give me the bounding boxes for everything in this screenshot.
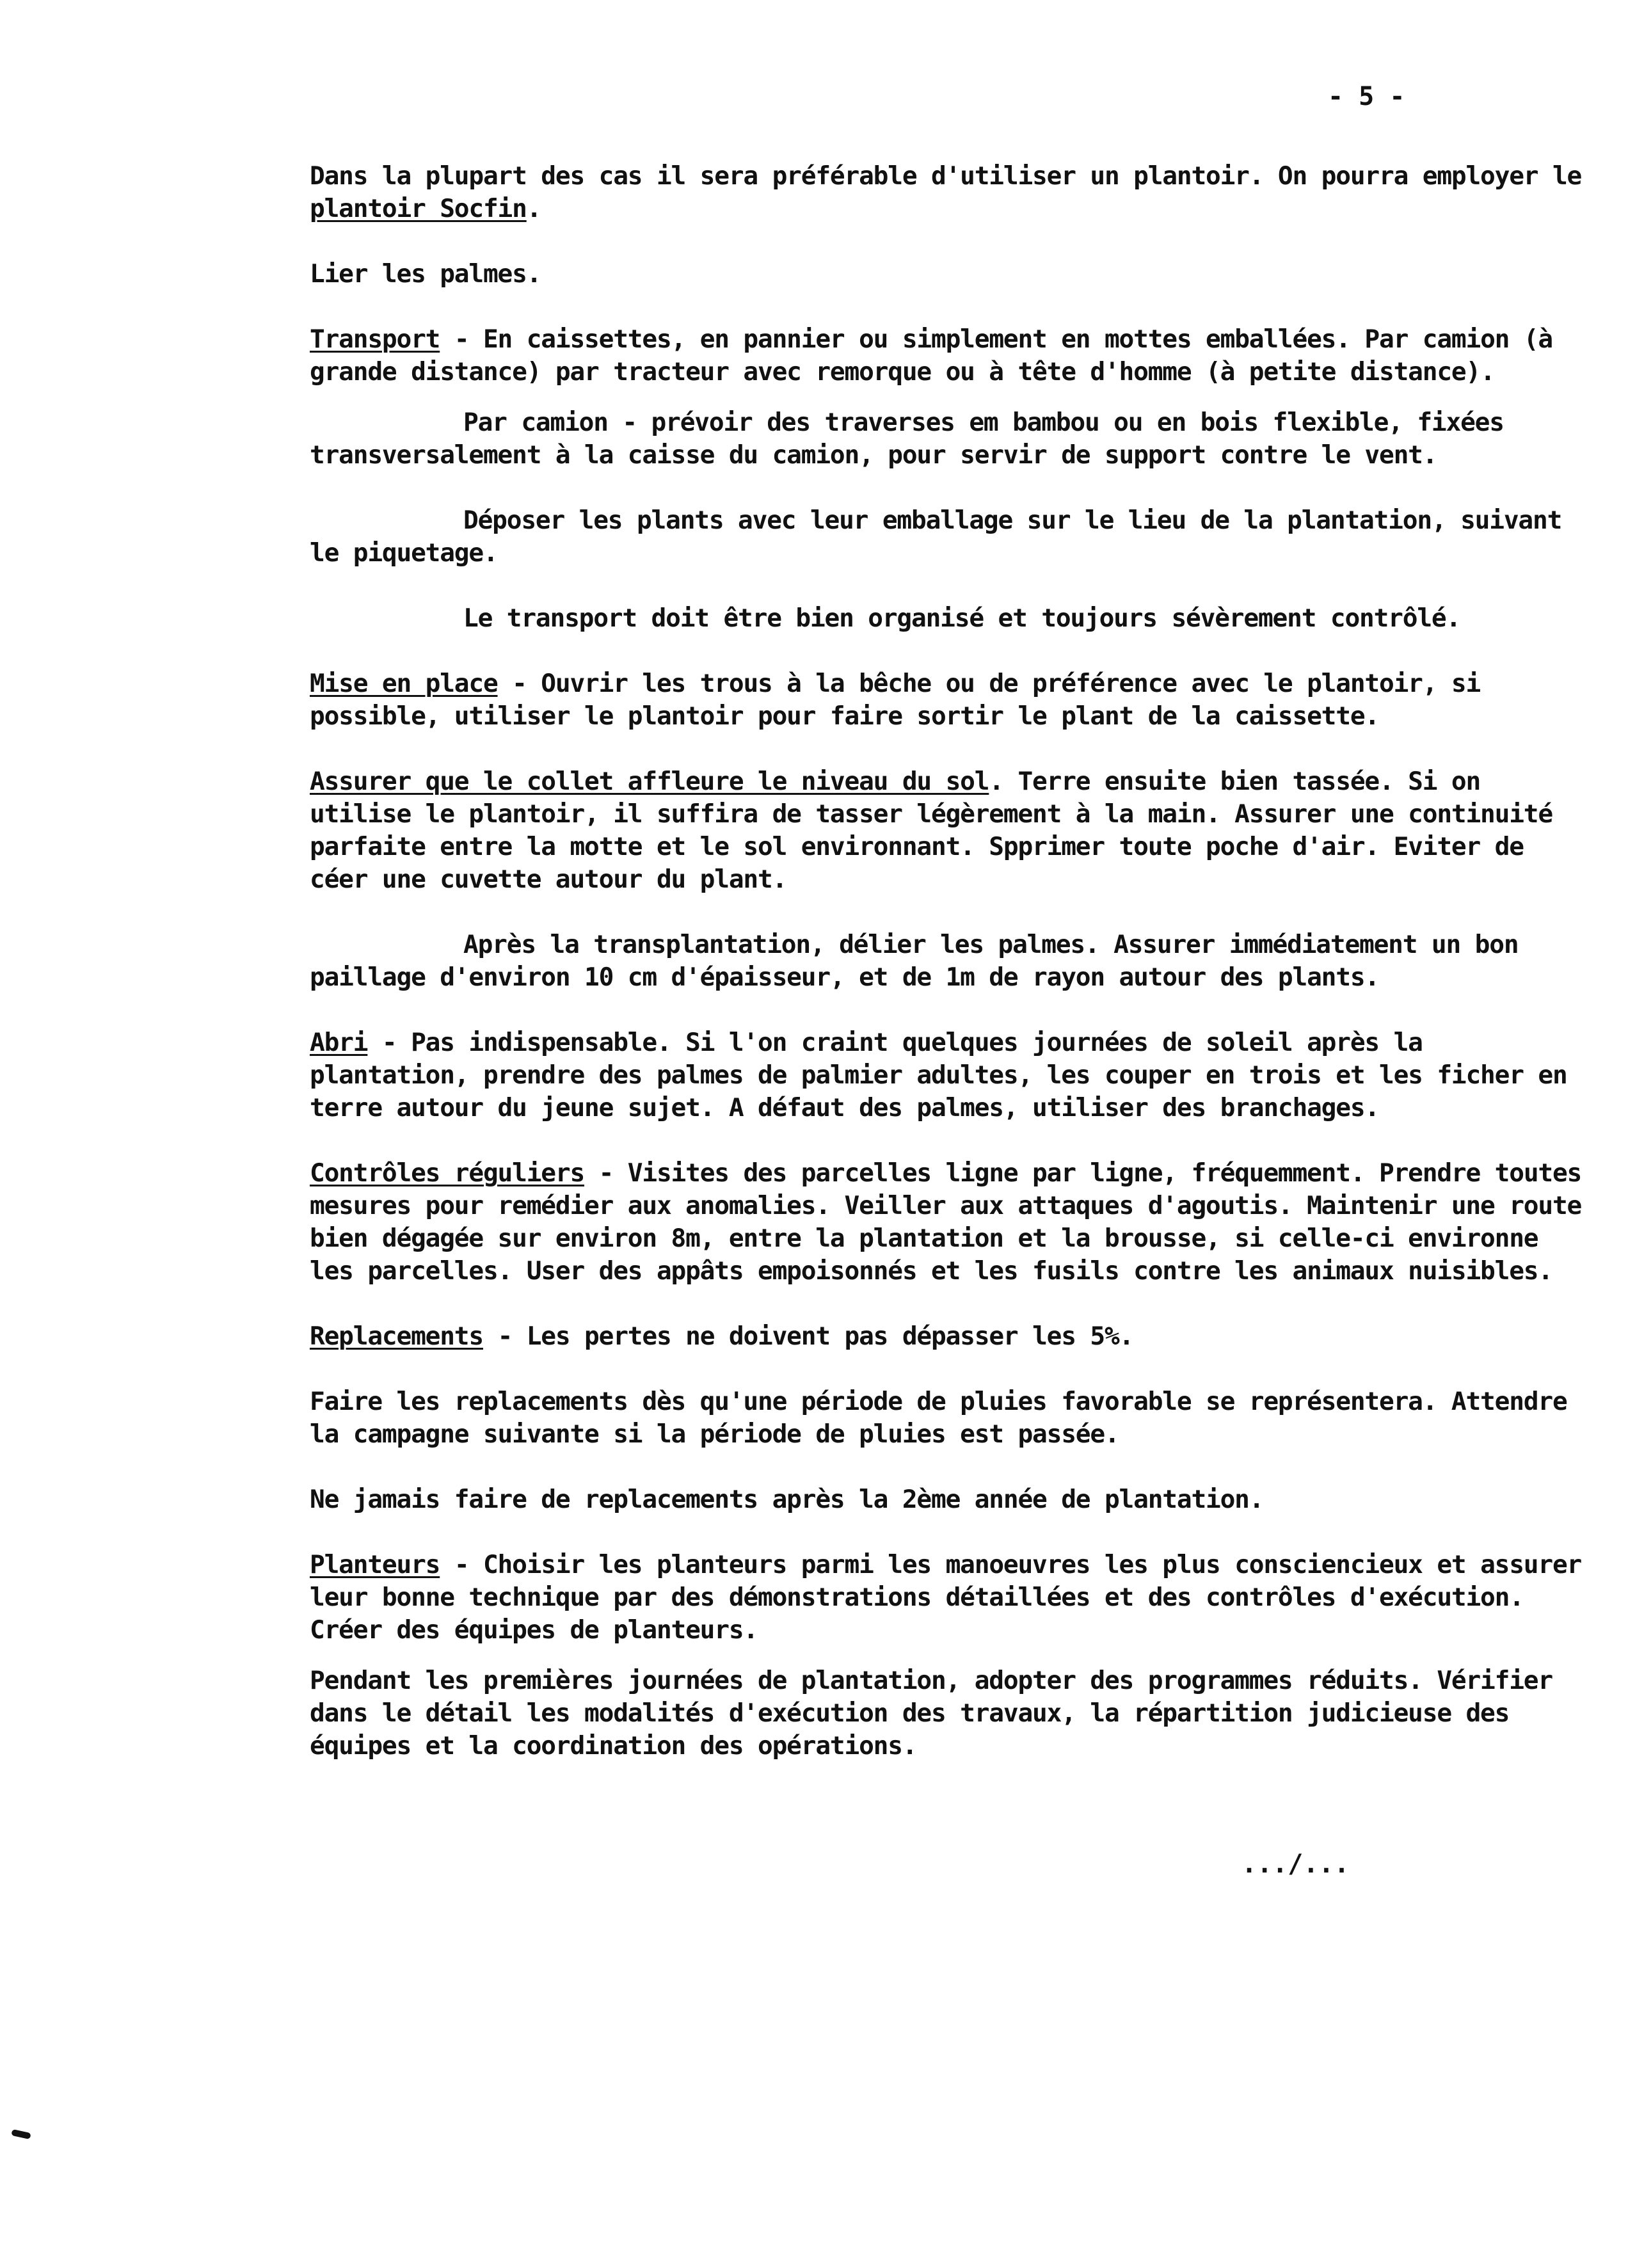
paragraph-text: - Ouvrir les trous à la bêche ou de préférence avec le plantoir, si possible, utiliser le plantoir pour faire sortir le plant de la caissette. [310,669,1481,731]
paragraph-text: - Pas indispensable. Si l'on craint quelques journées de soleil après la plantation, prendre des palmes de palmier adultes, les couper en trois et les ficher en terre autour du jeune sujet. A défaut des palmes, utiliser des branchages. [310,1028,1567,1122]
paragraph-camion: Par camion - prévoir des traverses em bambou ou en bois flexible, fixées transversalement à la caisse du camion, pour servir de support contre le vent. [310,408,1504,470]
paragraph-premieres-journees: Pendant les premières journées de plantation, adopter des programmes réduits. Vérifier dans le détail les modalités d'exécution des travaux, la répartition judicieuse des équipes et la coordination des opérations. [310,1666,1552,1761]
paragraph-faire-replacements: Faire les replacements dès qu'une période de pluies favorable se représentera. Attendre la campagne suivante si la période de pluies est passée. [310,1387,1567,1449]
paragraph-controles [310,1157,1583,1288]
paragraph-text: - Choisir les planteurs parmi les manoeuvres les plus consciencieux et assurer leur bonne technique par des démonstrations détaillées et des contrôles d'exécution. Créer des équipes de planteurs. [310,1550,1582,1645]
section-heading-mise-en-place: Mise en place [310,669,498,698]
continuation-marker: .../... [1241,1849,1350,1879]
section-heading-controles: Contrôles réguliers [310,1158,585,1188]
paragraph-mise-en-place [310,667,1583,733]
paragraph-abri [310,1026,1583,1124]
paragraph-ne-jamais: Ne jamais faire de replacements après la 2ème année de plantation. [310,1485,1264,1514]
paragraph-paillage: Après la transplantation, délier les palmes. Assurer immédiatement un bon paillage d'environ 10 cm d'épaisseur, et de 1m de rayon autour des plants. [310,930,1519,992]
paragraph-text: . Terre ensuite bien tassée. Si on utilise le plantoir, il suffira de tasser légèrement à la main. Assurer une continuité parfaite entre la motte et le sol environnant. Spprimer toute poche d'air. Eviter de céer une cuvette autour du plant. [310,767,1552,894]
paragraph-planteurs [310,1549,1583,1647]
paragraph-lier-palmes: Lier les palmes. [310,259,541,289]
section-heading-transport: Transport [310,324,440,354]
paragraph-transport [310,323,1583,388]
scan-mark [11,2129,31,2139]
section-heading-abri: Abri [310,1028,368,1057]
paragraph-replacements [310,1320,1583,1353]
paragraph-text: . [526,194,541,223]
section-heading-planteurs: Planteurs [310,1550,440,1579]
underlined-term: plantoir Socfin [310,194,527,223]
paragraph-transport-organise: Le transport doit être bien organisé et toujours sévèrement contrôlé. [463,603,1461,633]
page-number: - 5 - [1328,82,1405,111]
paragraph-plantoir [310,160,1583,225]
paragraph-deposer: Déposer les plants avec leur emballage sur le lieu de la plantation, suivant le piquetage. [310,506,1562,568]
underlined-instruction: Assurer que le collet affleure le niveau du sol [310,767,989,796]
document-body [310,160,1583,1795]
paragraph-text: - En caissettes, en pannier ou simplement en mottes emballées. Par camion (à grande distance) par tracteur avec remorque ou à tête d'homme (à petite distance). [310,324,1552,387]
paragraph-text: - Visites des parcelles ligne par ligne, fréquemment. Prendre toutes mesures pour remédier aux anomalies. Veiller aux attaques d'agoutis. Maintenir une route bien dégagée sur environ 8m, entre la plantation et la brousse, si celle-ci environne les parcelles. User des appâts empoisonnés et les fusils contre les animaux nuisibles. [310,1158,1582,1286]
paragraph-text: - Les pertes ne doivent pas dépasser les 5%. [483,1322,1134,1351]
section-heading-replacements: Replacements [310,1322,483,1351]
paragraph-text: Dans la plupart des cas il sera préférable d'utiliser un plantoir. On pourra employer le [310,161,1582,191]
paragraph-collet [310,765,1583,896]
